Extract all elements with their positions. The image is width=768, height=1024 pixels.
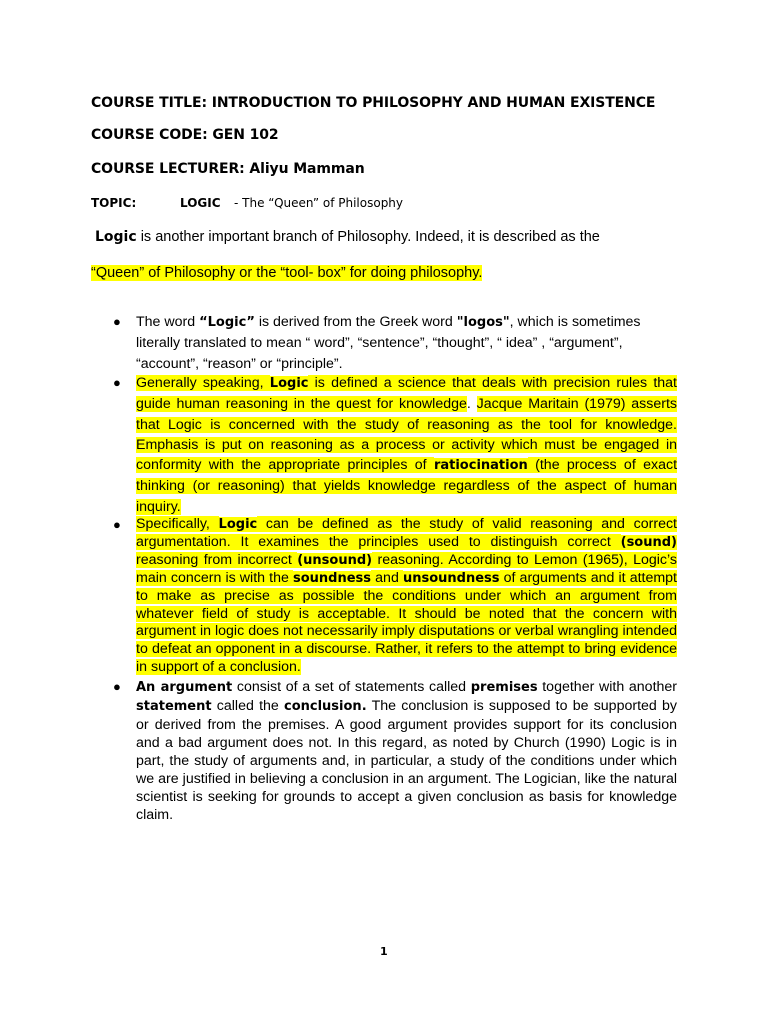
- page-number: 1: [380, 945, 388, 958]
- list-item: ● An argument consist of a set of statements called premises together with another statement called the conclusion. The conclusion is supposed to be supported by or derived from the premises. A good argument provides support for its conclusion and a bad argument does not. In this regard, as noted by Church (1990) Logic is in part, the study of arguments and, in particular, a study of the conditions under which we are justified in believing a conclusion in an argument. The Logician, like the natural scientist is seeking for grounds to accept a given conclusion as basis for knowledge claim.: [113, 679, 678, 823]
- term-unsoundness: unsoundness: [402, 570, 500, 586]
- term-conclusion: conclusion.: [284, 699, 367, 714]
- bullet-icon: ●: [113, 517, 121, 532]
- term-statement: statement: [136, 699, 212, 714]
- term-ratiocination: ratiocination: [433, 458, 528, 474]
- list-item: ● Specifically, Logic can be defined as the study of valid reasoning and correct argumentation. It examines the principles used to distinguish correct (sound) reasoning from incorrect (unsound) reasoning. According to Lemon (1965), Logic’s main concern is with the soundness and unsoundness of arguments and it attempt to make as precise as possible the conditions under which an argument from whatever field of study is acceptable. It should be noted that the concern with argument in logic does not necessarily imply disputations or verbal wrangling intended to defeat an opponent in a discourse. Rather, it refers to the attempt to bring evidence in support of a conclusion.: [113, 516, 678, 676]
- list-item: ● The word “Logic” is derived from the Greek word "logos", which is sometimes literally translated to mean “ word”, “sentence”, “thought”, “ idea” , “argument”, “account”, “reason” or “principle”.: [113, 314, 641, 372]
- list-item: ● Generally speaking, Logic is defined a science that deals with precision rules that guide human reasoning in the quest for knowledge. Jacque Maritain (1979) asserts that Logic is concerned with the study of reasoning as the tool for knowledge. Emphasis is put on reasoning as a process or activity which must be engaged in conformity with the appropriate principles of ratiocination (the process of exact thinking (or reasoning) that yields knowledge regardless of the aspect of human inquiry.: [113, 375, 678, 515]
- term-an-argument: An argument: [136, 680, 233, 695]
- term-logic: Logic: [218, 517, 258, 532]
- intro-line-2-text: “Queen” of Philosophy or the “tool- box” for doing philosophy.: [91, 265, 483, 281]
- course-lecturer: COURSE LECTURER: Aliyu Mamman: [91, 161, 365, 177]
- bullet-icon: ●: [113, 314, 121, 329]
- course-title: COURSE TITLE: INTRODUCTION TO PHILOSOPHY AND HUMAN EXISTENCE: [91, 95, 656, 111]
- intro-line-1: [95, 229, 600, 245]
- term-logic: Logic: [269, 376, 309, 391]
- bullet-icon: ●: [113, 679, 121, 694]
- term-unsound: (unsound): [297, 552, 373, 568]
- topic-label: TOPIC:: [91, 196, 137, 210]
- topic-name: LOGIC: [180, 196, 221, 210]
- term-soundness: soundness: [293, 570, 372, 586]
- course-code: COURSE CODE: GEN 102: [91, 127, 279, 143]
- intro-line-2: [91, 265, 482, 281]
- bullet-icon: ●: [113, 375, 121, 390]
- topic-subtitle: - The “Queen” of Philosophy: [234, 196, 404, 210]
- term-logic: “Logic”: [199, 315, 255, 330]
- term-logos: "logos": [456, 315, 510, 330]
- term-premises: premises: [470, 680, 538, 695]
- intro-term: Logic: [95, 229, 137, 245]
- term-sound: (sound): [620, 534, 677, 550]
- intro-line-1-text: is another important branch of Philosophy. Indeed, it is described as the: [136, 229, 600, 245]
